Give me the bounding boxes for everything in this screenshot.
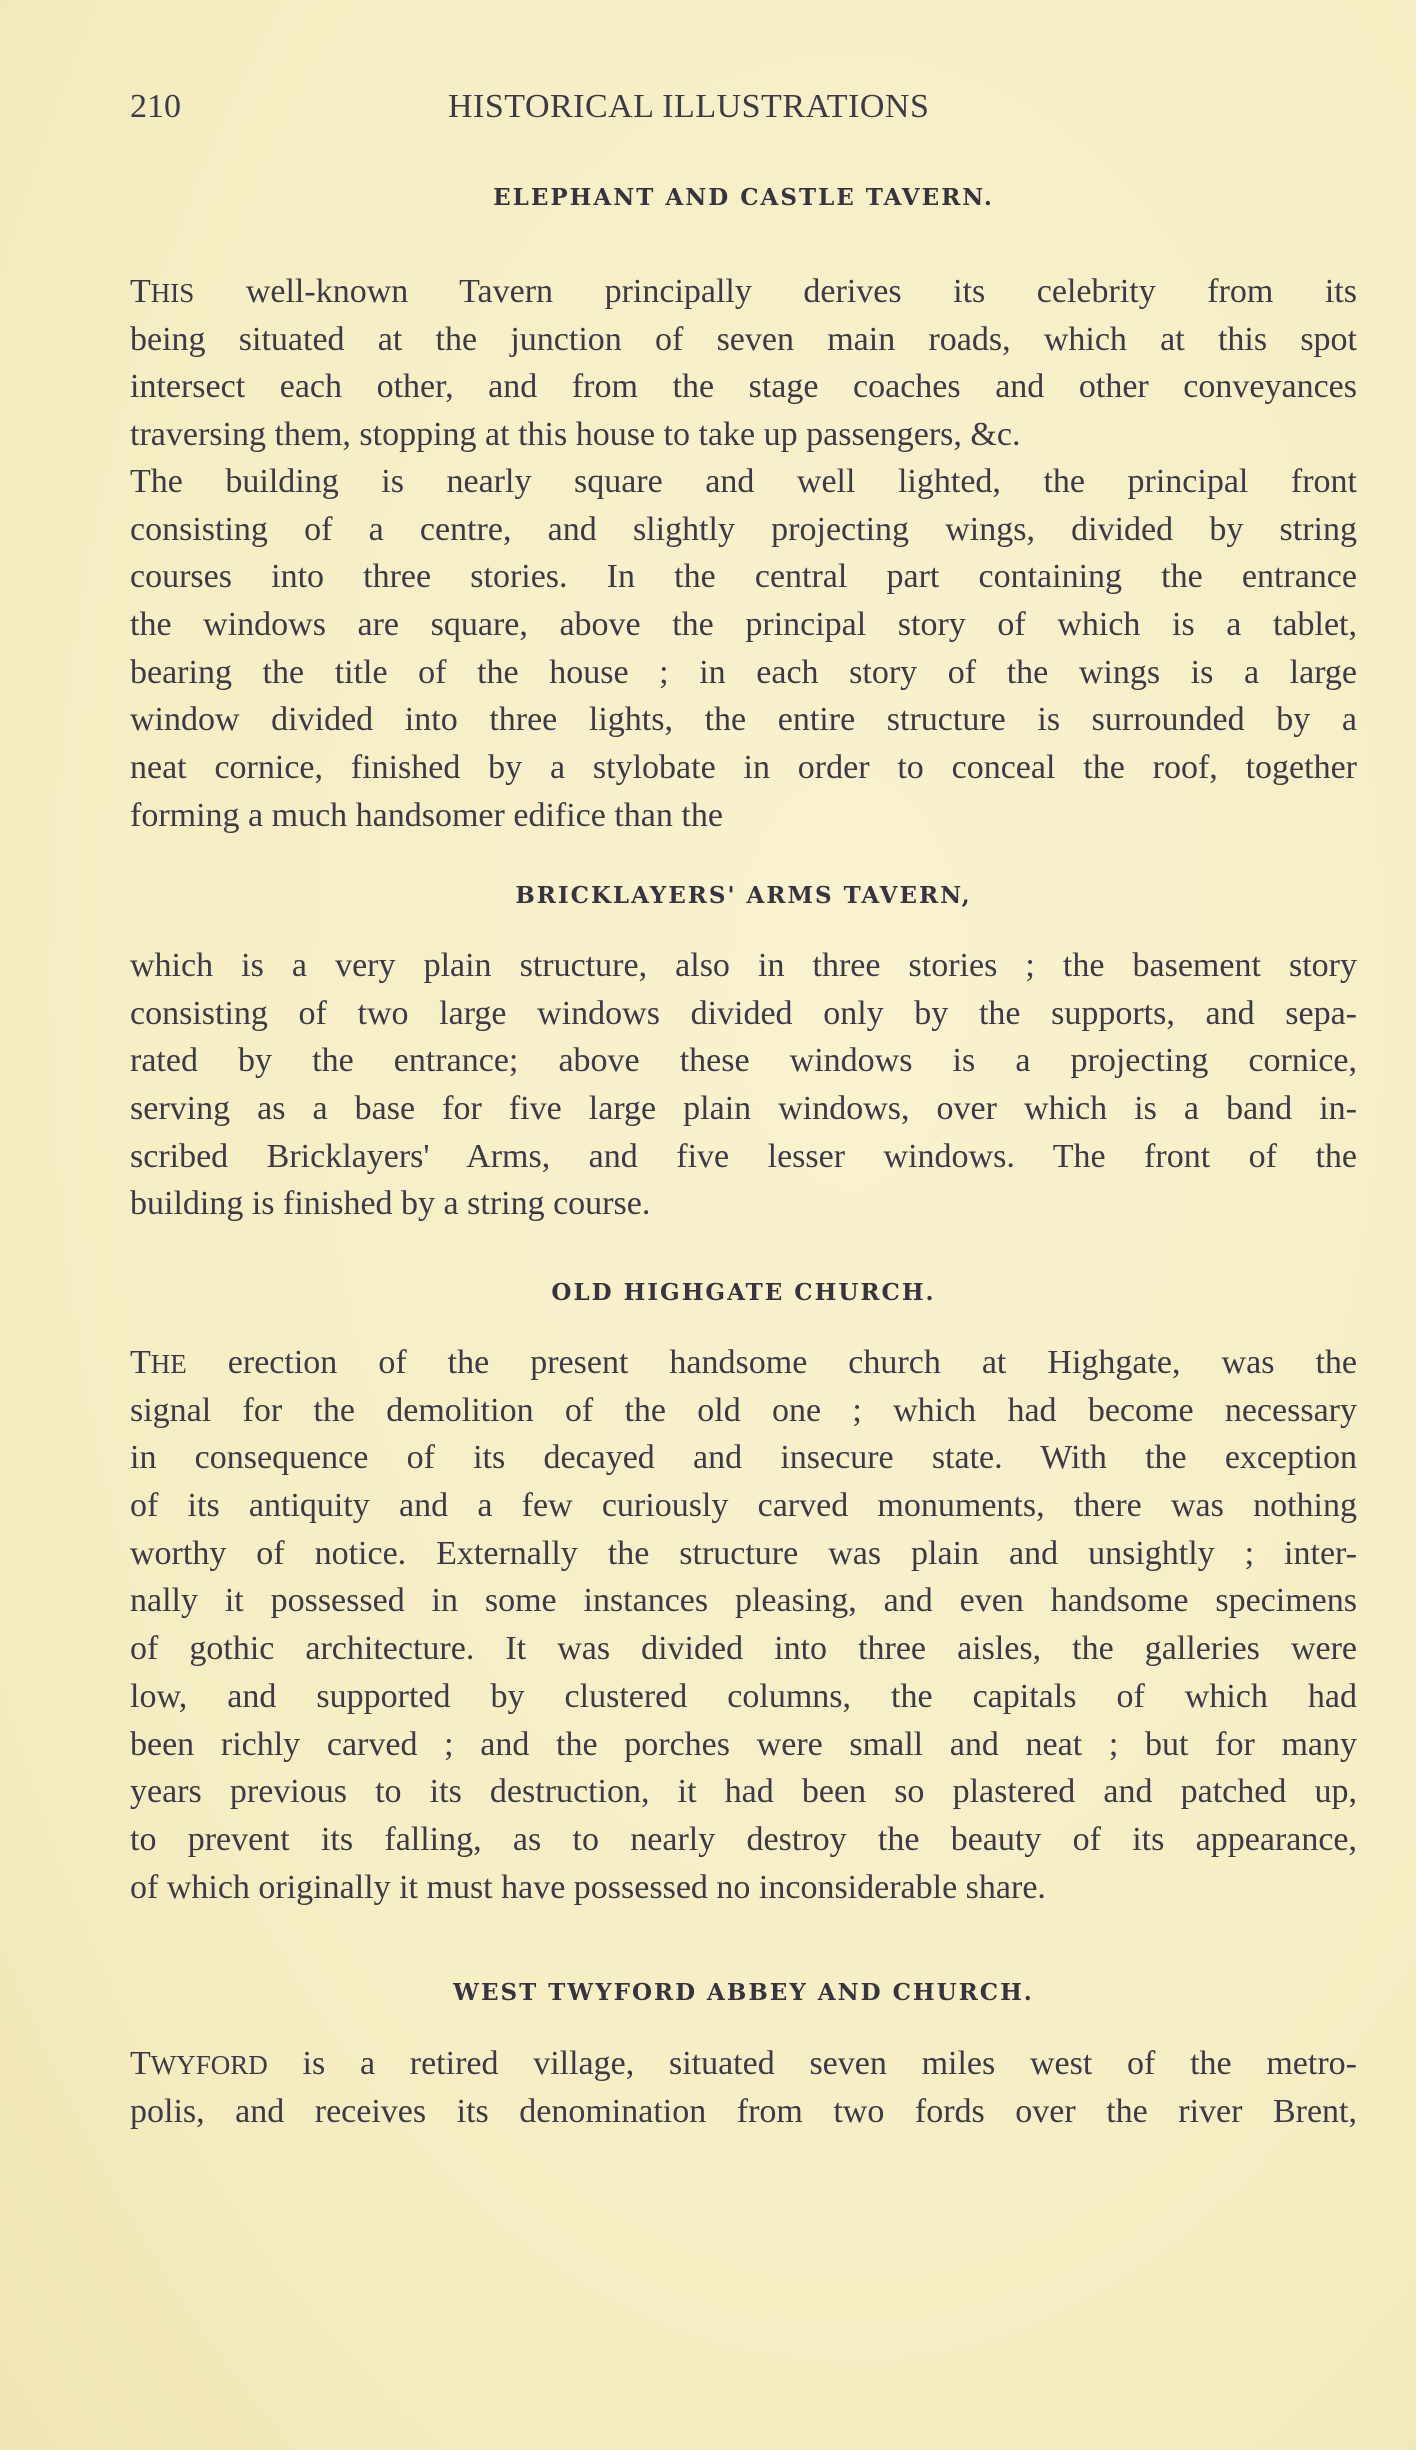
text-line bbox=[130, 1530, 1357, 1578]
text-line bbox=[130, 696, 1357, 744]
page-number: 210 bbox=[130, 88, 181, 125]
line-text: bearing the title of the house ; in each story of the wings is a large bbox=[130, 653, 1357, 691]
running-head bbox=[130, 88, 1357, 138]
line-text: rated by the entrance; above these windows is a projecting cornice, bbox=[130, 1042, 1357, 1080]
line-text: is a retired village, situated seven miles west of the metro- bbox=[267, 2045, 1357, 2082]
text-line bbox=[130, 942, 1357, 990]
text-line bbox=[130, 1085, 1357, 1133]
text-line bbox=[130, 1037, 1357, 1085]
section-heading: ELEPHANT AND CASTLE TAVERN. bbox=[493, 184, 994, 211]
text-line bbox=[130, 1339, 1357, 1387]
line-text: of gothic architecture. It was divided into three aisles, the galleries were bbox=[130, 1630, 1357, 1668]
text-line bbox=[130, 316, 1357, 364]
line-text: to prevent its falling, as to nearly destroy the beauty of its appearance, bbox=[130, 1820, 1357, 1858]
line-text: years previous to its destruction, it had been so plastered and patched up, bbox=[130, 1773, 1357, 1811]
line-text: the windows are square, above the principal story of which is a tablet, bbox=[130, 606, 1357, 644]
line-text: traversing them, stopping at this house to take up passengers, &c. bbox=[130, 416, 1021, 454]
text-line bbox=[130, 1434, 1357, 1482]
line-text: window divided into three lights, the entire structure is surrounded by a bbox=[130, 701, 1357, 739]
line-text: serving as a base for five large plain windows, over which is a band in- bbox=[130, 1090, 1357, 1128]
line-text: worthy of notice. Externally the structure was plain and unsightly ; inter- bbox=[130, 1534, 1357, 1572]
text-line bbox=[130, 1133, 1357, 1181]
line-text: nally it possessed in some instances pleasing, and even handsome specimens bbox=[130, 1582, 1357, 1620]
text-line bbox=[130, 1721, 1357, 1769]
line-text: consisting of a centre, and slightly projecting wings, divided by string bbox=[130, 510, 1357, 548]
paragraph bbox=[130, 2040, 1357, 2135]
line-text: been richly carved ; and the porches were small and neat ; but for many bbox=[130, 1725, 1357, 1763]
section-heading: WEST TWYFORD ABBEY AND CHURCH. bbox=[453, 1979, 1034, 2006]
text-line bbox=[130, 506, 1357, 554]
text-line bbox=[130, 792, 1357, 840]
line-text: in consequence of its decayed and insecure state. With the exception bbox=[130, 1439, 1357, 1477]
paragraph bbox=[130, 942, 1357, 1228]
line-text: signal for the demolition of the old one ; which had become necessary bbox=[130, 1391, 1357, 1429]
text-line bbox=[130, 1387, 1357, 1435]
text-line bbox=[130, 2088, 1357, 2136]
paragraph bbox=[130, 268, 1357, 459]
text-line bbox=[130, 990, 1357, 1038]
small-caps-lead: TWYFORD bbox=[130, 2045, 268, 2082]
text-line bbox=[130, 1864, 1357, 1912]
text-line bbox=[130, 553, 1357, 601]
line-text: neat cornice, finished by a stylobate in order to conceal the roof, together bbox=[130, 749, 1357, 787]
line-text: well-known Tavern principally derives its celebrity from its bbox=[194, 273, 1357, 310]
line-text: of which originally it must have possessed no inconsiderable share. bbox=[130, 1868, 1046, 1906]
section-heading: BRICKLAYERS' ARMS TAVERN, bbox=[515, 882, 972, 909]
text-line bbox=[130, 1482, 1357, 1530]
running-title: HISTORICAL ILLUSTRATIONS bbox=[448, 88, 930, 125]
line-text: erection of the present handsome church at Highgate, was the bbox=[186, 1344, 1357, 1381]
line-text: polis, and receives its denomination from two fords over the river Brent, bbox=[130, 2092, 1357, 2130]
small-caps-lead: THE bbox=[130, 1344, 187, 1381]
line-text: of its antiquity and a few curiously carved monuments, there was nothing bbox=[130, 1487, 1357, 1525]
text-line bbox=[130, 601, 1357, 649]
text-line bbox=[130, 2040, 1357, 2088]
text-line bbox=[130, 363, 1357, 411]
line-text: which is a very plain structure, also in three stories ; the basement story bbox=[130, 947, 1357, 984]
text-line bbox=[130, 1768, 1357, 1816]
line-text: consisting of two large windows divided only by the supports, and sepa- bbox=[130, 994, 1357, 1032]
paragraph bbox=[130, 458, 1357, 840]
line-text: low, and supported by clustered columns, the capitals of which had bbox=[130, 1677, 1357, 1715]
text-line bbox=[130, 649, 1357, 697]
line-text: courses into three stories. In the central part containing the entrance bbox=[130, 558, 1357, 596]
line-text: intersect each other, and from the stage coaches and other conveyances bbox=[130, 368, 1357, 406]
text-line bbox=[130, 744, 1357, 792]
text-line bbox=[130, 458, 1357, 506]
text-line bbox=[130, 268, 1357, 316]
line-text: building is finished by a string course. bbox=[130, 1185, 651, 1223]
line-text: scribed Bricklayers' Arms, and five lesser windows. The front of the bbox=[130, 1137, 1357, 1175]
text-line bbox=[130, 1625, 1357, 1673]
paragraph bbox=[130, 1339, 1357, 1911]
text-line bbox=[130, 1180, 1357, 1228]
section-heading: OLD HIGHGATE CHURCH. bbox=[551, 1279, 936, 1306]
small-caps-lead: THIS bbox=[130, 273, 195, 310]
line-text: The building is nearly square and well lighted, the principal front bbox=[130, 463, 1357, 500]
text-line bbox=[130, 411, 1357, 459]
line-text: being situated at the junction of seven main roads, which at this spot bbox=[130, 320, 1357, 358]
text-line bbox=[130, 1673, 1357, 1721]
line-text: forming a much handsomer edifice than the bbox=[130, 796, 723, 834]
text-line bbox=[130, 1816, 1357, 1864]
text-line bbox=[130, 1577, 1357, 1625]
